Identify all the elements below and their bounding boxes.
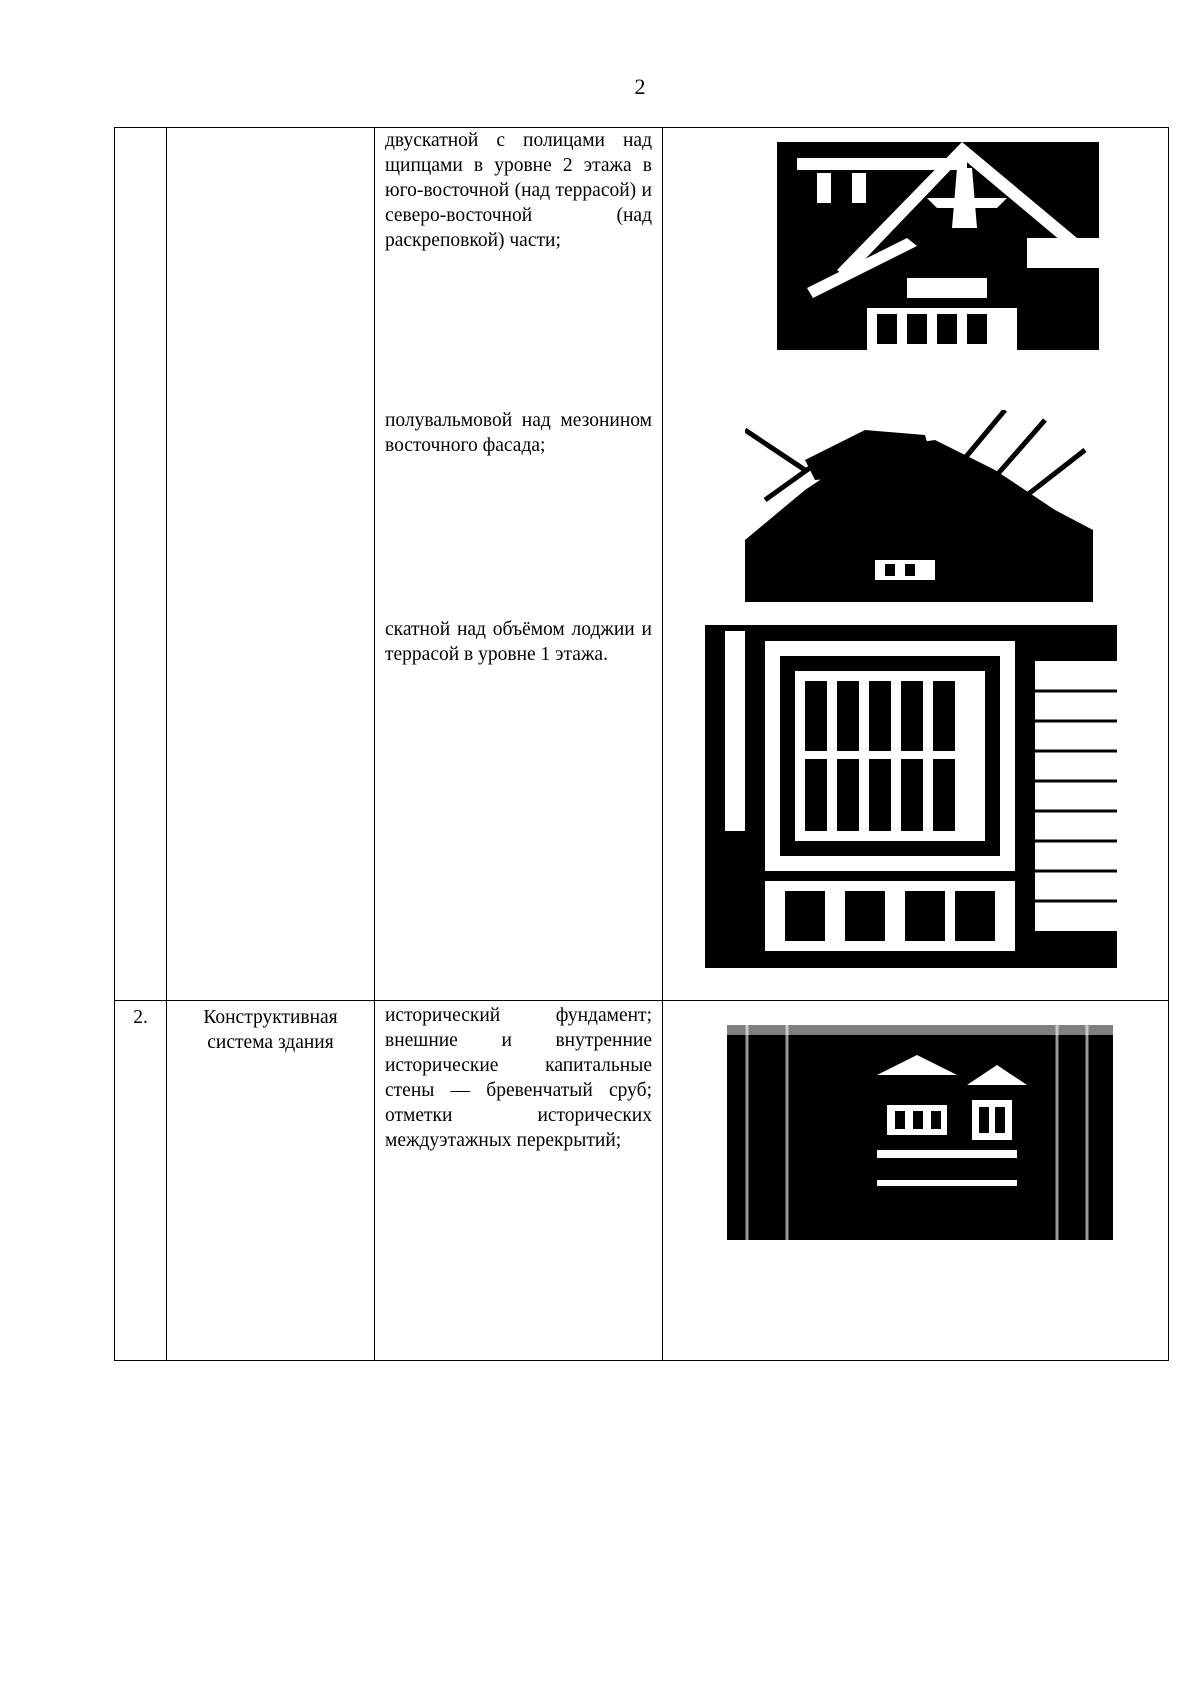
row-name-cell: Конструктивная система здания [167,1001,375,1361]
photo-cell [663,128,1169,1001]
table-row [115,128,1169,1001]
row-name-cell [167,128,375,1001]
row-number-cell: 2. [115,1001,167,1361]
construction-description: исторический фундамент; внешние и внутренние исторические капитальные стены — бревенчатый сруб; отметки исторических междуэтажных перекрытий; [385,1005,652,1151]
heritage-elements-table [114,127,1169,1361]
building-facade-photo [727,1025,1113,1240]
roof-hip-description: полувальмовой над мезонином восточного фасада; [385,410,652,456]
roof-loggia-description: скатной над объёмом лоджии и террасой в уровне 1 этажа. [385,619,652,665]
hip-roof-mezzanine-photo [745,410,1093,602]
loggia-terrace-photo [705,611,1117,968]
description-cell [375,128,663,1001]
description-cell [375,1001,663,1361]
photo-cell [663,1001,1169,1361]
roof-gable-description: двускатной с полицами над щипцами в уровне 2 этажа в юго-восточной (над террасой) и северо-восточной (над раскреповкой) части; [385,130,652,251]
table-row [115,1001,1169,1361]
gable-roof-photo [777,128,1099,350]
row-number-cell [115,128,167,1001]
page-number: 2 [634,74,646,99]
